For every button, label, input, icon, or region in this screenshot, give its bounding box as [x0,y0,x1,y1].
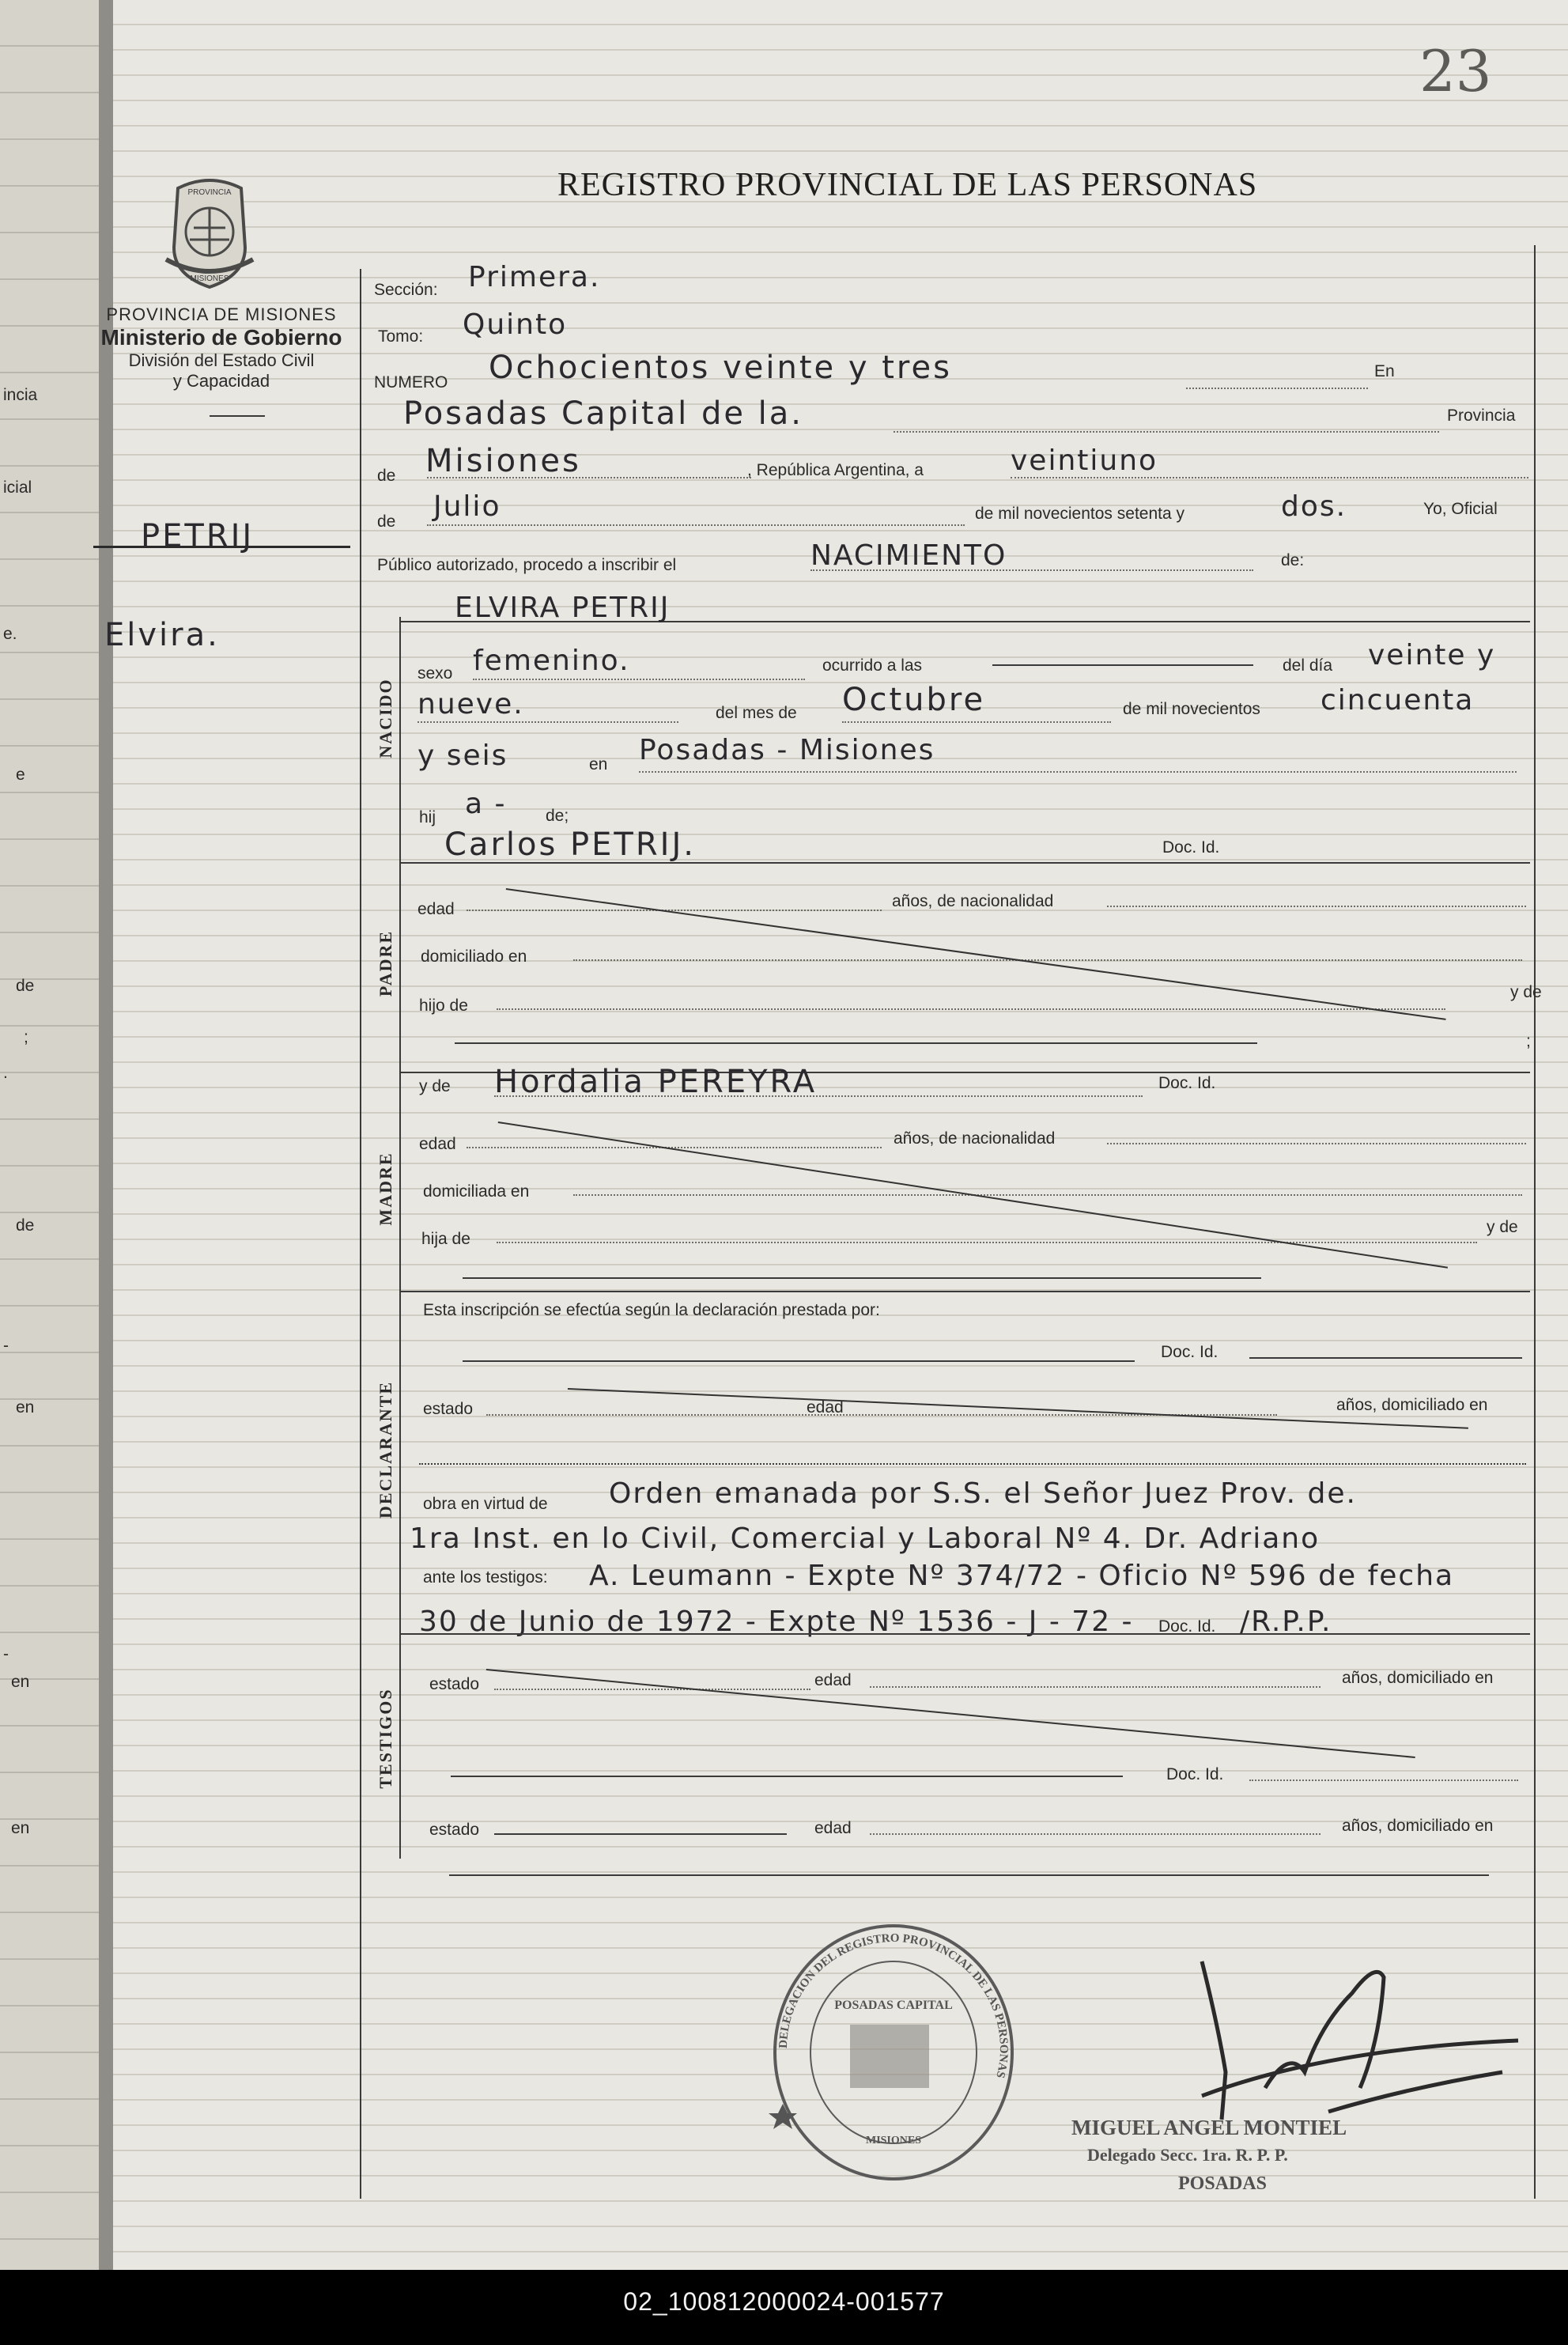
testigo1-estado-label: estado [429,1675,480,1693]
left-page-fragment: de [16,1216,35,1235]
stamp-bottom-text: MISIONES [865,2135,922,2146]
hij-label: hij [419,808,436,826]
dia-value-1: veinte y [1368,639,1496,671]
madre-nacionalidad-label: años, de nacionalidad [894,1129,1056,1148]
madre-nombre-dots [494,1095,1143,1097]
seccion-label: Sección: [374,281,438,299]
acto-dots [810,569,1253,571]
yo-oficial-label: Yo, Oficial [1423,500,1498,518]
anio-value-1: cincuenta [1321,684,1475,717]
testigo1-doc-label: Doc. Id. [1166,1765,1224,1783]
ocurrido-label: ocurrido a las [822,656,923,675]
left-page-fragment: en [16,1398,35,1416]
dia-value: veintiuno [1011,444,1158,477]
left-page-fragment: - [3,1337,9,1355]
provincia-value: Misiones [425,443,581,479]
official-stamp-icon [759,1914,1028,2183]
testigo2-domicilio-label: años, domiciliado en [1342,1817,1494,1835]
padre-hijo-dots [497,1008,1445,1010]
left-page-fragment: icial [3,478,32,497]
division-name: División del Estado Civil [128,350,315,370]
rpp-value: /R.P.P. [1240,1606,1332,1638]
page-number: 23 [1419,38,1492,104]
obra-value-3: A. Leumann - Expte Nº 374/72 - Oficio Nº 596 de fecha [589,1560,1455,1592]
nacido-nombre: ELVIRA PETRIJ [455,592,671,624]
margin-given-name: Elvira. [104,617,220,653]
division-subname: y Capacidad [172,371,270,391]
numero-dots [1186,388,1368,389]
form-right-border [1534,245,1536,2199]
obra-value-2: 1ra Inst. en lo Civil, Comercial y Laboral Nº 4. Dr. Adriano [410,1522,1321,1555]
mes-nacimiento: Octubre [842,682,986,718]
left-page-fragment: - [3,1645,9,1663]
madre-hija-label: hija de [421,1230,470,1248]
padre-nacionalidad-dots [1107,906,1526,907]
acto-value: NACIMIENTO [810,539,1007,572]
dia-value-2: nueve. [418,688,524,721]
mil-label: de mil novecientos setenta y [975,505,1185,523]
padre-semicolon: ; [1526,1032,1531,1050]
testigo1-doc-dots [1249,1780,1518,1781]
left-page-fragment: incia [3,386,38,404]
padre-domicilio-label: domiciliado en [421,947,527,966]
dia-dots [1011,477,1528,478]
declarante-dots [419,1463,1526,1465]
madre-doc-label: Doc. Id. [1158,1074,1216,1092]
madre-domicilio-label: domiciliada en [423,1182,530,1201]
ministry-name: Ministerio de Gobierno [100,325,342,350]
seal-bottom-text: MISIONES [190,274,229,283]
mes-dots [427,524,965,526]
lugar-dots-2 [639,771,1517,773]
madre-y-de-label: y de [419,1077,451,1095]
anio-value: dos. [1281,490,1347,523]
declarante-estado-label: estado [423,1400,474,1418]
testigos-side-label: TESTIGOS [376,1688,395,1789]
del-mes-label: del mes de [716,704,797,722]
testigo1-edad-label: edad [814,1671,852,1689]
obra-label: obra en virtud de [423,1495,548,1513]
left-page-fragment: en [11,1819,30,1837]
de-label-2: de [377,512,396,531]
nacido-side-label: NACIDO [376,678,395,758]
testigo1-estado-dots [494,1689,810,1690]
left-page-fragment: de [16,977,35,995]
mes-value: Julio [433,490,501,523]
obra-value-1: Orden emanada por S.S. el Señor Juez Prov. de. [609,1477,1357,1510]
testigo2-estado-line [494,1833,787,1835]
en-label: En [1374,362,1395,380]
margin-rule [93,546,350,548]
province-seal-icon [150,172,269,291]
declarante-side-label: DECLARANTE [376,1380,395,1519]
declarante-doc-label: Doc. Id. [1161,1343,1219,1361]
dia-dots [418,721,678,723]
testigos-column-rule [399,1629,401,1859]
madre-edad-label: edad [419,1135,456,1153]
mes-dots-2 [842,721,1111,723]
tomo-label: Tomo: [378,327,424,346]
ministry-divider [210,415,265,417]
obra-value-4: 30 de Junio de 1972 - Expte Nº 1536 - J - 72 - [419,1606,1134,1638]
left-page-fragment: e. [3,625,17,643]
padre-side-label: PADRE [376,929,395,997]
left-page-fragment: e [16,766,25,784]
padre-edad-label: edad [418,900,455,918]
republica-label: , República Argentina, a [747,461,924,479]
padre-doc-label: Doc. Id. [1162,838,1220,857]
padre-top-rule [399,862,1530,864]
mil-novecientos-label: de mil novecientos [1123,700,1260,718]
numero-value: Ochocientos veinte y tres [489,350,952,386]
province-name: PROVINCIA DE MISIONES [106,304,337,324]
lugar-value: Posadas Capital de la. [403,395,803,432]
hij-value: a - [465,788,507,820]
del-dia-label: del día [1283,656,1333,675]
declarante-underline [463,1360,1135,1362]
provincia-dots [427,477,751,478]
de-label: de [377,467,396,485]
sexo-value: femenino. [473,645,630,677]
tomo-value: Quinto [463,308,568,341]
signatory-role: Delegado Secc. 1ra. R. P. P. [1087,2145,1288,2165]
testigo2-underline [449,1874,1489,1876]
testigo1-edad-dots [870,1686,1321,1688]
testigos-top-rule [399,1633,1530,1635]
declarante-edad-label: edad [807,1398,844,1416]
publico-label: Público autorizado, procedo a inscribir el [377,556,677,574]
left-page-fragment: en [11,1673,30,1691]
padre-domicilio-dots [573,959,1522,961]
de-label-4: de; [546,807,569,825]
testigo2-edad-dots [870,1833,1321,1835]
provincia-label: Provincia [1447,407,1516,425]
testigo2-edad-label: edad [814,1819,852,1837]
padre-nombre: Carlos PETRIJ. [444,826,696,863]
en-label-2: en [589,755,608,773]
madre-domicilio-dots [573,1194,1522,1196]
stamp-center-text: POSADAS CAPITAL [834,1999,953,2012]
testigos-label: ante los testigos: [423,1568,548,1587]
margin-surname: PETRIJ [141,518,255,554]
testigo2-estado-label: estado [429,1821,480,1839]
declarante-doc-line [1249,1357,1522,1359]
sexo-dots [473,679,805,680]
hora-line [992,664,1253,666]
de-label-3: de: [1281,551,1305,569]
seal-top-text: PROVINCIA [187,188,232,197]
padre-y-de-label: y de [1510,983,1542,1001]
stamp-ring-text: DELEGACION DEL REGISTRO PROVINCIAL DE LAS PERSONAS [776,1931,1011,2079]
testigo1-domicilio-label: años, domiciliado en [1342,1669,1494,1687]
seccion-value: Primera. [468,261,601,293]
padre-nacionalidad-label: años, de nacionalidad [892,892,1054,910]
madre-nacionalidad-dots [1107,1143,1526,1144]
madre-y-de-label-2: y de [1487,1218,1518,1236]
testigo1-underline [451,1776,1123,1777]
numero-label: NUMERO [374,373,448,391]
declarante-top-rule [399,1291,1530,1292]
page-title: REGISTRO PROVINCIAL DE LAS PERSONAS [557,167,1258,203]
left-page-fragment: . [3,1064,8,1082]
padre-hijo-label: hijo de [419,997,468,1015]
padre-underline [455,1042,1257,1044]
declarante-doc-label-2: Doc. Id. [1158,1617,1216,1636]
margin-column-rule [360,269,361,2199]
image-caption: 02_100812000024-001577 [0,2270,1568,2345]
signatory-name: MIGUEL ANGEL MONTIEL [1071,2116,1347,2139]
inscripcion-label: Esta inscripción se efectúa según la declaración prestada por: [423,1301,880,1319]
sexo-label: sexo [418,664,453,683]
madre-nombre: Hordalia PEREYRA [494,1064,818,1100]
left-page-fragment: ; [24,1028,28,1046]
lugar-dots [894,431,1439,433]
stamp-star-icon [769,2104,797,2129]
madre-side-label: MADRE [376,1152,395,1226]
signatory-city: POSADAS [1178,2173,1268,2194]
anio-value-2: y seis [418,739,508,772]
lugar-nacimiento: Posadas - Misiones [639,734,935,766]
madre-underline [463,1277,1261,1279]
madre-hija-dots [497,1242,1477,1243]
declarante-domicilio-label: años, domiciliado en [1336,1396,1488,1414]
ministry-block [79,304,364,391]
